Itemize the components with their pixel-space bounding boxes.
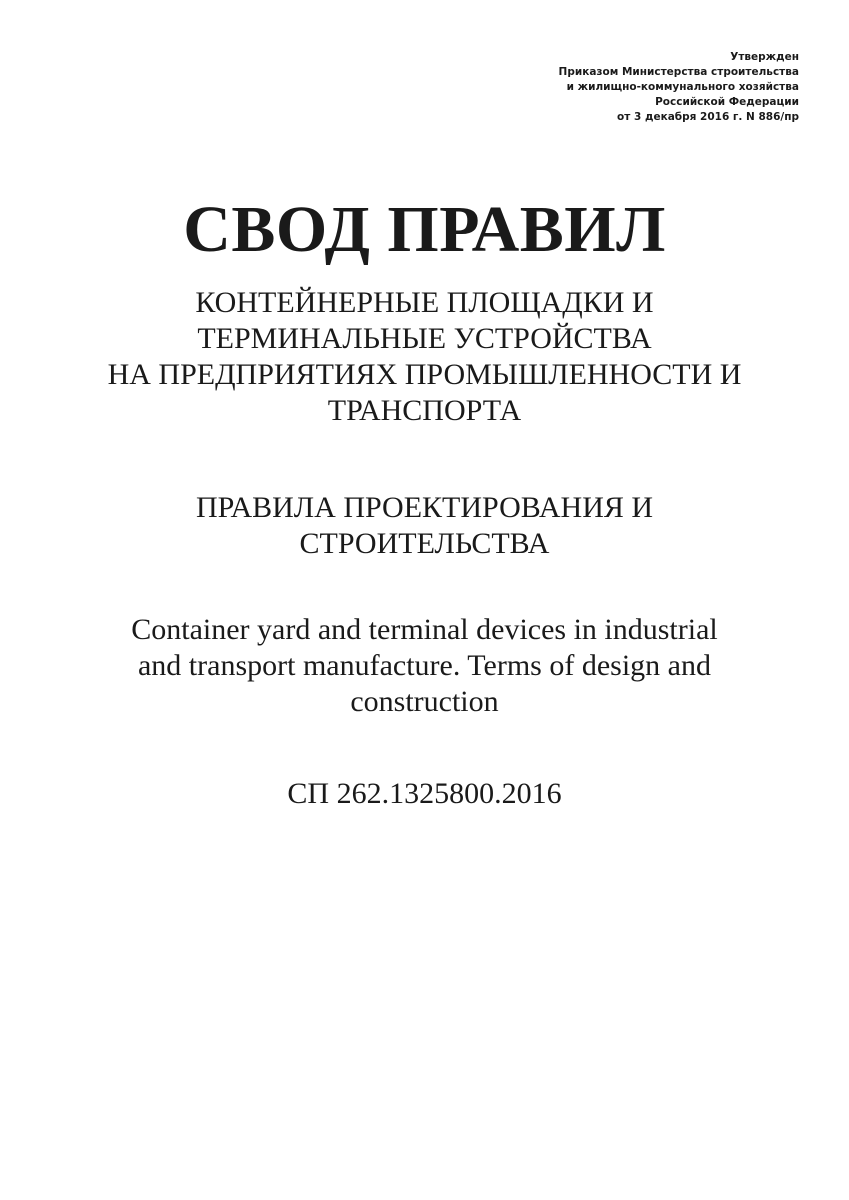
approval-line: Утвержден — [730, 51, 799, 63]
rules-line: СТРОИТЕЛЬСТВА — [299, 527, 550, 560]
approval-line: Российской Федерации — [655, 96, 799, 108]
english-title — [0, 612, 849, 720]
approval-line: и жилищно-коммунального хозяйства — [566, 81, 799, 93]
document-rules-heading — [0, 490, 849, 562]
document-code: СП 262.1325800.2016 — [287, 777, 562, 810]
subject-line: НА ПРЕДПРИЯТИЯХ ПРОМЫШЛЕННОСТИ И — [107, 358, 742, 391]
approval-line: Приказом Министерства строительства — [558, 66, 799, 78]
document-subject — [0, 285, 849, 429]
subject-line: ТРАНСПОРТА — [327, 394, 522, 427]
subject-line: КОНТЕЙНЕРНЫЕ ПЛОЩАДКИ И — [195, 286, 654, 319]
subject-line: ТЕРМИНАЛЬНЫЕ УСТРОЙСТВА — [197, 322, 652, 355]
english-line: construction — [350, 685, 499, 718]
english-line: Container yard and terminal devices in industrial — [131, 613, 718, 646]
document-title: СВОД ПРАВИЛ — [183, 193, 666, 266]
approval-block — [559, 50, 799, 125]
rules-line: ПРАВИЛА ПРОЕКТИРОВАНИЯ И — [195, 491, 654, 524]
english-line: and transport manufacture. Terms of design and — [137, 649, 711, 682]
approval-line: от 3 декабря 2016 г. N 886/пр — [617, 111, 799, 123]
